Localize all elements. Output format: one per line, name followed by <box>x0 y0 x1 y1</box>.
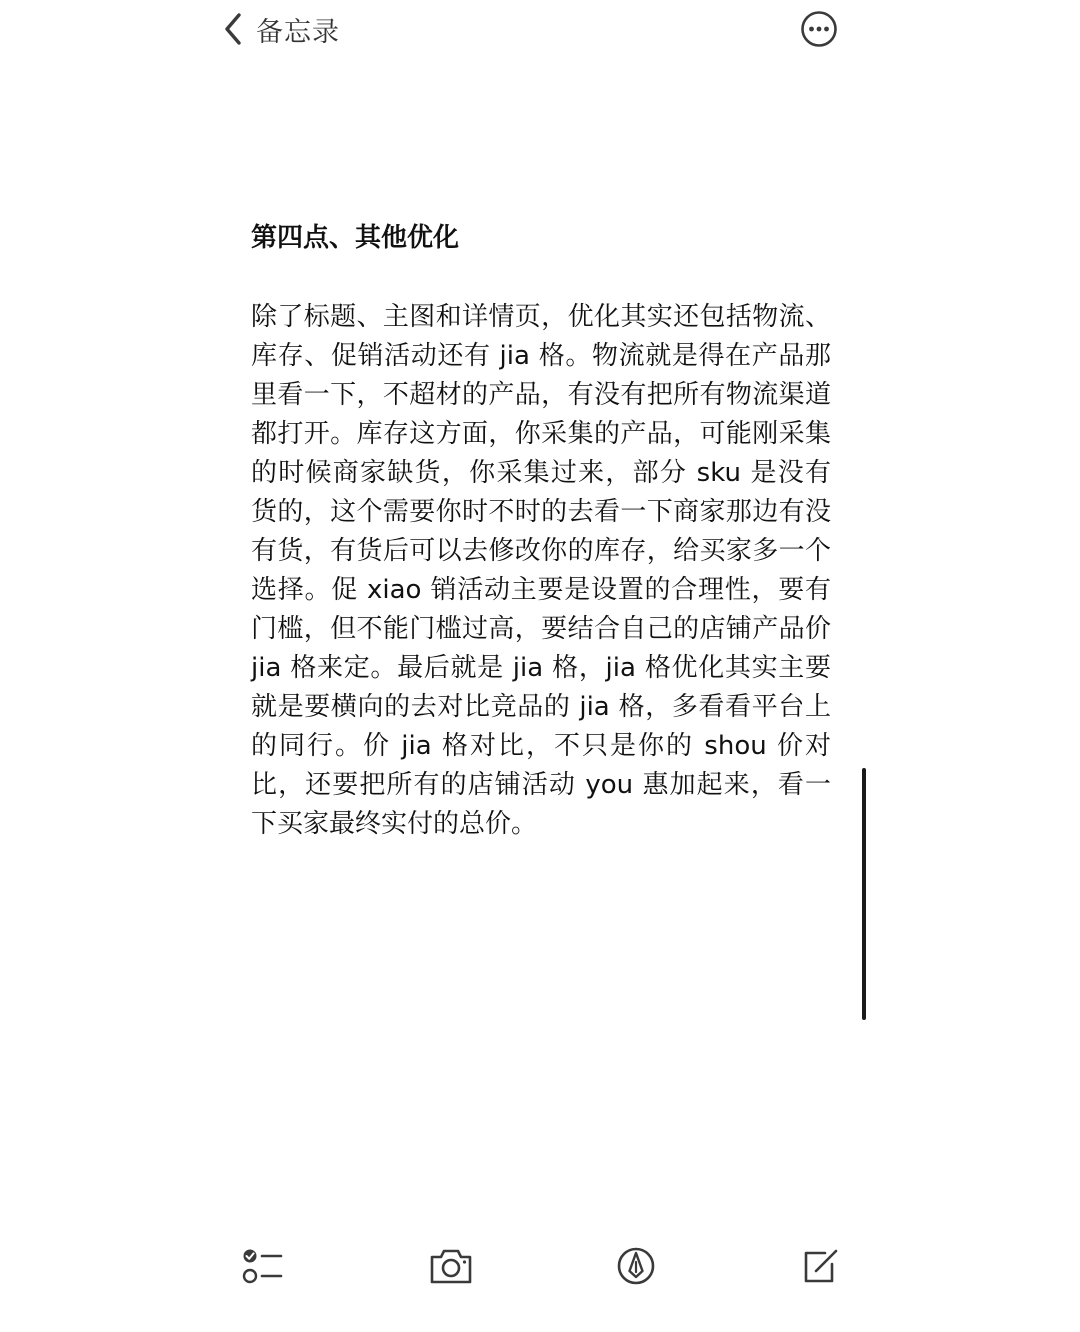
new-note-button[interactable] <box>796 1240 844 1292</box>
top-bar <box>0 0 1080 60</box>
scrollbar[interactable] <box>862 768 866 1020</box>
back-label: 备忘录 <box>256 16 340 48</box>
note-body[interactable]: 除了标题、主图和详情页，优化其实还包括物流、库存、促销活动还有 jia 格。物流就是得在产品那里看一下，不超材的产品，有没有把所有物流渠道都打开。库存这方面，你采集的产品，可能刚采集的时候商家缺货，你采集过来，部分 sku 是没有货的，这个需要你时不时的去看一下商家那边有没有货，有货后可以去修改你的库存，给买家多一个选择。促 xiao 销活动主要是设置的合理性，要有门槛，但不能门槛过高，要结合自己的店铺产品价 jia 格来定。最后就是 jia 格，jia 格优化其实主要就是要横向的去对比竞品的 jia 格，多看看平台上的同行。价 jia 格对比，不只是你的 shou 价对比，还要把所有的店铺活动 you 惠加起来，看一下买家最终实付的总价。 <box>251 302 831 839</box>
more-options-button[interactable] <box>800 10 838 48</box>
bottom-toolbar <box>0 1240 1080 1296</box>
checklist-icon <box>241 1246 285 1286</box>
camera-button[interactable] <box>427 1240 475 1292</box>
pen-icon <box>615 1245 657 1287</box>
pen-button[interactable] <box>612 1240 660 1292</box>
chevron-left-icon <box>222 11 244 47</box>
edit-icon <box>799 1246 841 1286</box>
more-horizontal-icon <box>800 33 838 52</box>
back-button[interactable] <box>222 8 340 50</box>
checklist-button[interactable] <box>239 1240 287 1292</box>
note-heading: 第四点、其他优化 <box>251 223 460 253</box>
camera-icon <box>428 1246 474 1286</box>
